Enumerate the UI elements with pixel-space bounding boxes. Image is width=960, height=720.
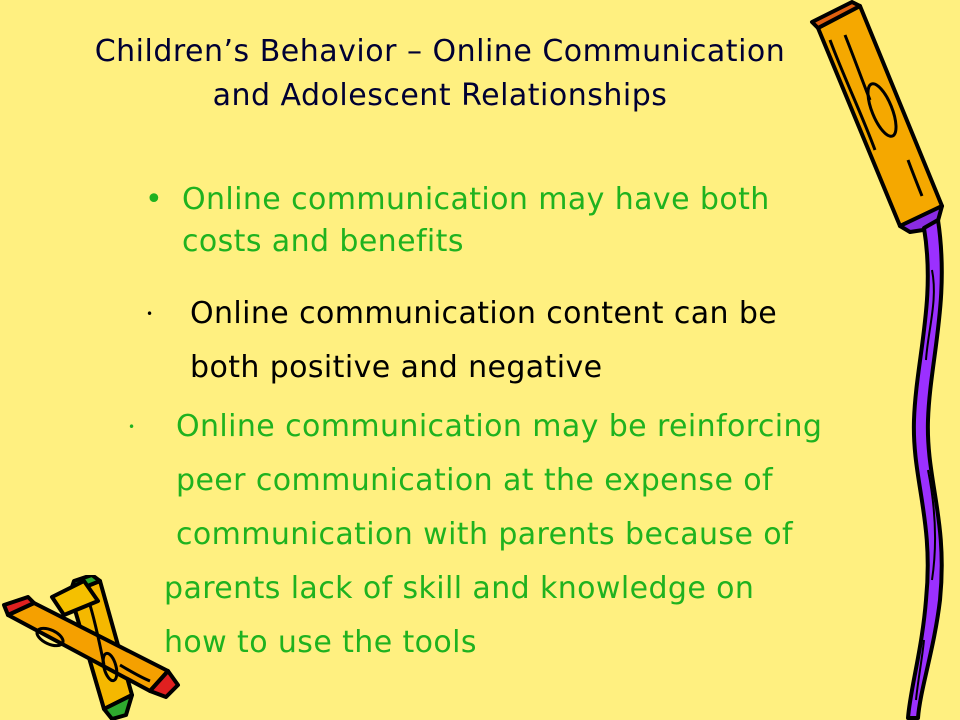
bullet-3-line-2: peer communication at the expense of [176, 463, 773, 498]
bullet-3 [128, 400, 888, 670]
bullet-3-line-5: how to use the tools [164, 625, 477, 660]
bullet-2-line-2: both positive and negative [190, 350, 603, 385]
bullet-2-line-1: Online communication content can be [190, 296, 778, 331]
bullet-text [146, 287, 846, 395]
bullet-1 [145, 179, 835, 263]
crayons-icon [0, 575, 190, 720]
bullet-2 [146, 287, 846, 395]
bullet-3-line-1: Online communication may be reinforcing [176, 409, 823, 444]
bullet-1-line-1: Online communication may have both [182, 182, 770, 217]
bullet-text [128, 400, 888, 670]
bullet-text [145, 179, 835, 263]
slide-title [55, 30, 825, 118]
title-line-1: Children’s Behavior – Online Communication [94, 34, 786, 69]
pencil-icon [800, 0, 960, 720]
bullet-3-line-3: communication with parents because of [176, 517, 793, 552]
bullet-1-line-2: costs and benefits [182, 224, 464, 259]
bullet-marker: • [145, 182, 164, 217]
bullet-3-line-4: parents lack of skill and knowledge on [164, 571, 755, 606]
title-line-2: and Adolescent Relationships [212, 78, 668, 113]
bullet-marker: • [146, 307, 154, 321]
bullet-marker: • [128, 420, 136, 434]
